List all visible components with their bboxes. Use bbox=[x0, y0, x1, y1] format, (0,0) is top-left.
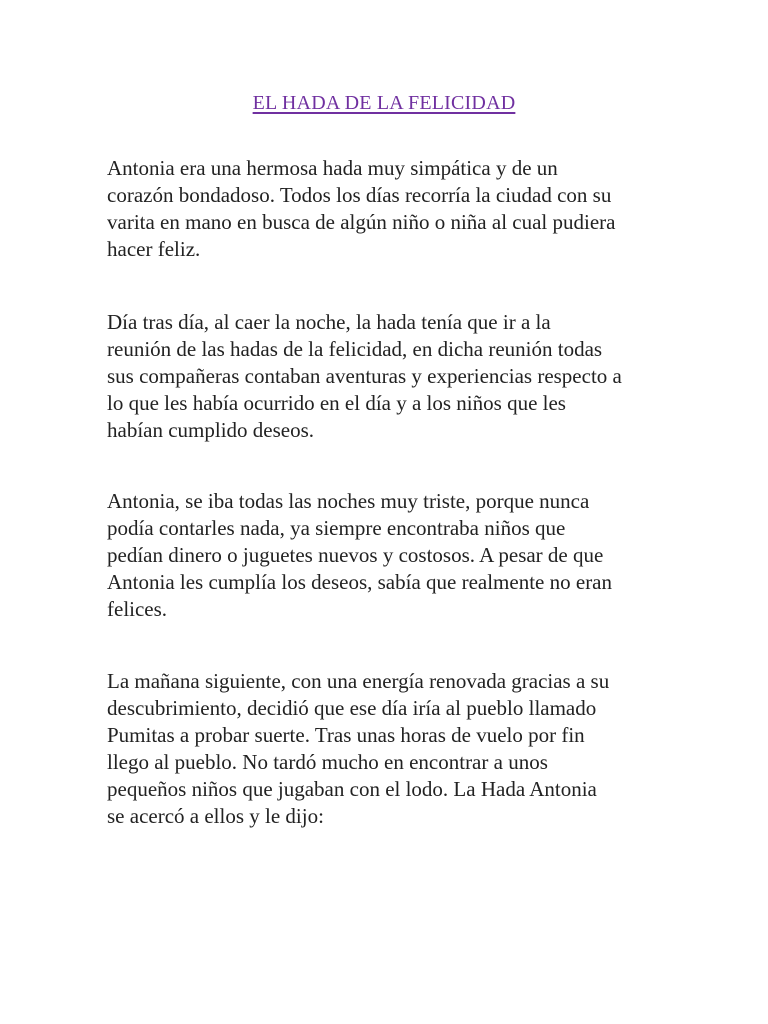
paragraph-2: Día tras día, al caer la noche, la hada tenía que ir a la reunión de las hadas de la felicidad, en dicha reunión todas sus compañeras contaban aventuras y experiencias respecto a lo que les había ocurrido en el día y a los niños que les habían cumplido deseos. bbox=[107, 310, 622, 442]
paragraph-4: La mañana siguiente, con una energía renovada gracias a su descubrimiento, decidió que ese día iría al pueblo llamado Pumitas a probar suerte. Tras unas horas de vuelo por fin llego al pueblo. No tardó mucho en encontrar a unos pequeños niños que jugaban con el lodo. La Hada Antonia se acercó a ellos y le dijo: bbox=[107, 669, 610, 828]
document-title: EL HADA DE LA FELICIDAD bbox=[252, 92, 516, 114]
paragraph-1: Antonia era una hermosa hada muy simpática y de un corazón bondadoso. Todos los días recorría la ciudad con su varita en mano en busca de algún niño o niña al cual pudiera hacer feliz. bbox=[107, 156, 616, 261]
paragraph-3: Antonia, se iba todas las noches muy triste, porque nunca podía contarles nada, ya siempre encontraba niños que pedían dinero o juguetes nuevos y costosos. A pesar de que Antonia les cumplía los deseos, sabía que realmente no eran felices. bbox=[107, 489, 613, 621]
